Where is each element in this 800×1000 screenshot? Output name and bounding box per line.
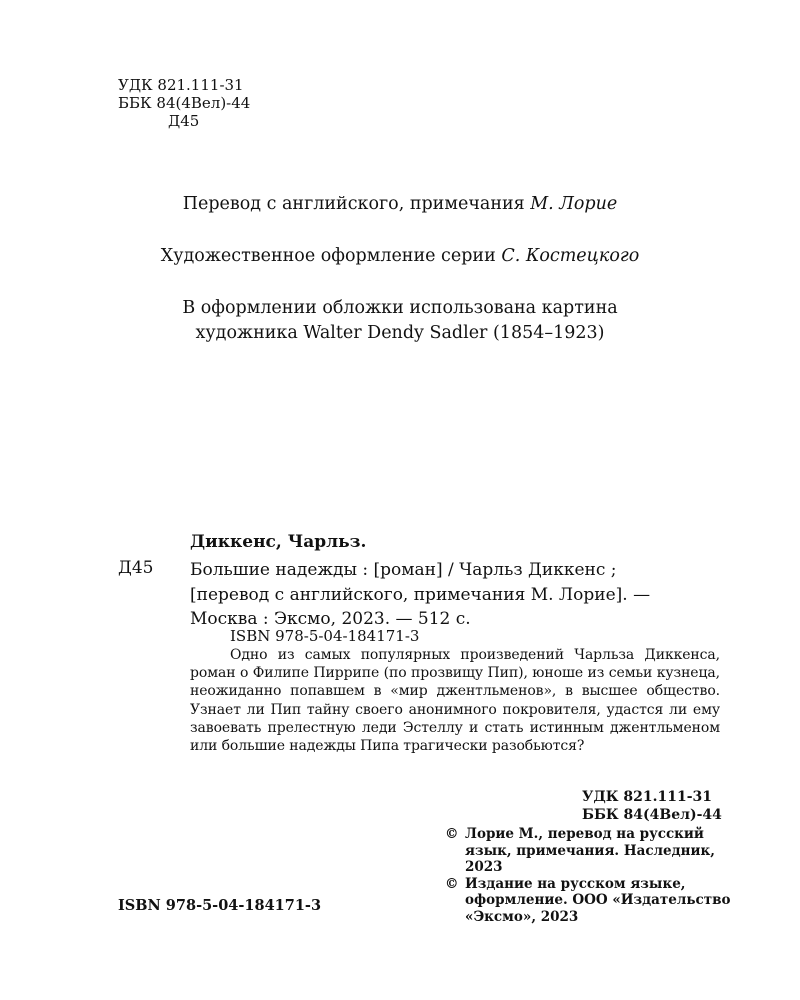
- cover-credit: [0, 296, 800, 346]
- cover-credit-line1: В оформлении обложки использована картина: [182, 298, 618, 318]
- annotation-text: Одно из самых популярных произведений Чарльза Диккенса, роман о Филипе Пиррипе (по прозвищу Пип), юноше из семьи кузнеца, неожиданно попавшем в «мир джентльменов», в высшее общество. Узнает ли Пип тайну своего анонимного покровителя, удастся ли ему завоевать прелестную леди Эстеллу и стать истинным джентльменом или большие надежды Пипа трагически разобьются?: [190, 647, 720, 755]
- copyright-symbol: ©: [445, 826, 459, 842]
- copyright-edition-text: Издание на русском языке, оформление. ООО «Издательство «Эксмо», 2023: [465, 875, 731, 925]
- translation-credit: [0, 194, 800, 214]
- author-mark: Д45: [168, 112, 200, 130]
- translation-prefix: Перевод с английского, примечания: [182, 194, 531, 214]
- record-author: Диккенс, Чарльз.: [190, 532, 367, 552]
- record-annotation: [190, 646, 720, 755]
- record-catalog-code: Д45: [118, 558, 154, 578]
- record-title-line3: Москва : Эксмо, 2023. — 512 с.: [190, 609, 471, 629]
- classification-codes-record: [582, 788, 722, 824]
- designer-name: С. Костецкого: [501, 246, 640, 266]
- cover-credit-line2: художника Walter Dendy Sadler (1854–1923): [195, 323, 605, 343]
- copyright-symbol: ©: [445, 875, 459, 892]
- copyright-translation-text: Лорие М., перевод на русский язык, примечания. Наследник, 2023: [465, 826, 715, 875]
- copyright-translation: [445, 826, 745, 876]
- udk-code: УДК 821.111-31: [118, 76, 244, 94]
- isbn-bottom: ISBN 978-5-04-184171-3: [118, 897, 322, 914]
- design-prefix: Художественное оформление серии: [160, 246, 502, 266]
- record-isbn: ISBN 978-5-04-184171-3: [230, 627, 420, 645]
- record-title-line1: Большие надежды : [роман] / Чарльз Диккенс ;: [190, 560, 617, 580]
- bbk-code: ББК 84(4Вел)-44: [118, 94, 251, 112]
- classification-codes-top: [118, 76, 250, 130]
- record-title-line2: [перевод с английского, примечания М. Лорие]. —: [190, 584, 651, 605]
- design-credit: [0, 246, 800, 266]
- record-bbk: ББК 84(4Вел)-44: [582, 807, 722, 823]
- record-description: [190, 558, 710, 632]
- translator-name: М. Лорие: [530, 194, 618, 214]
- copyright-block: [445, 826, 745, 925]
- copyright-edition: [445, 876, 745, 926]
- record-udk: УДК 821.111-31: [582, 789, 713, 805]
